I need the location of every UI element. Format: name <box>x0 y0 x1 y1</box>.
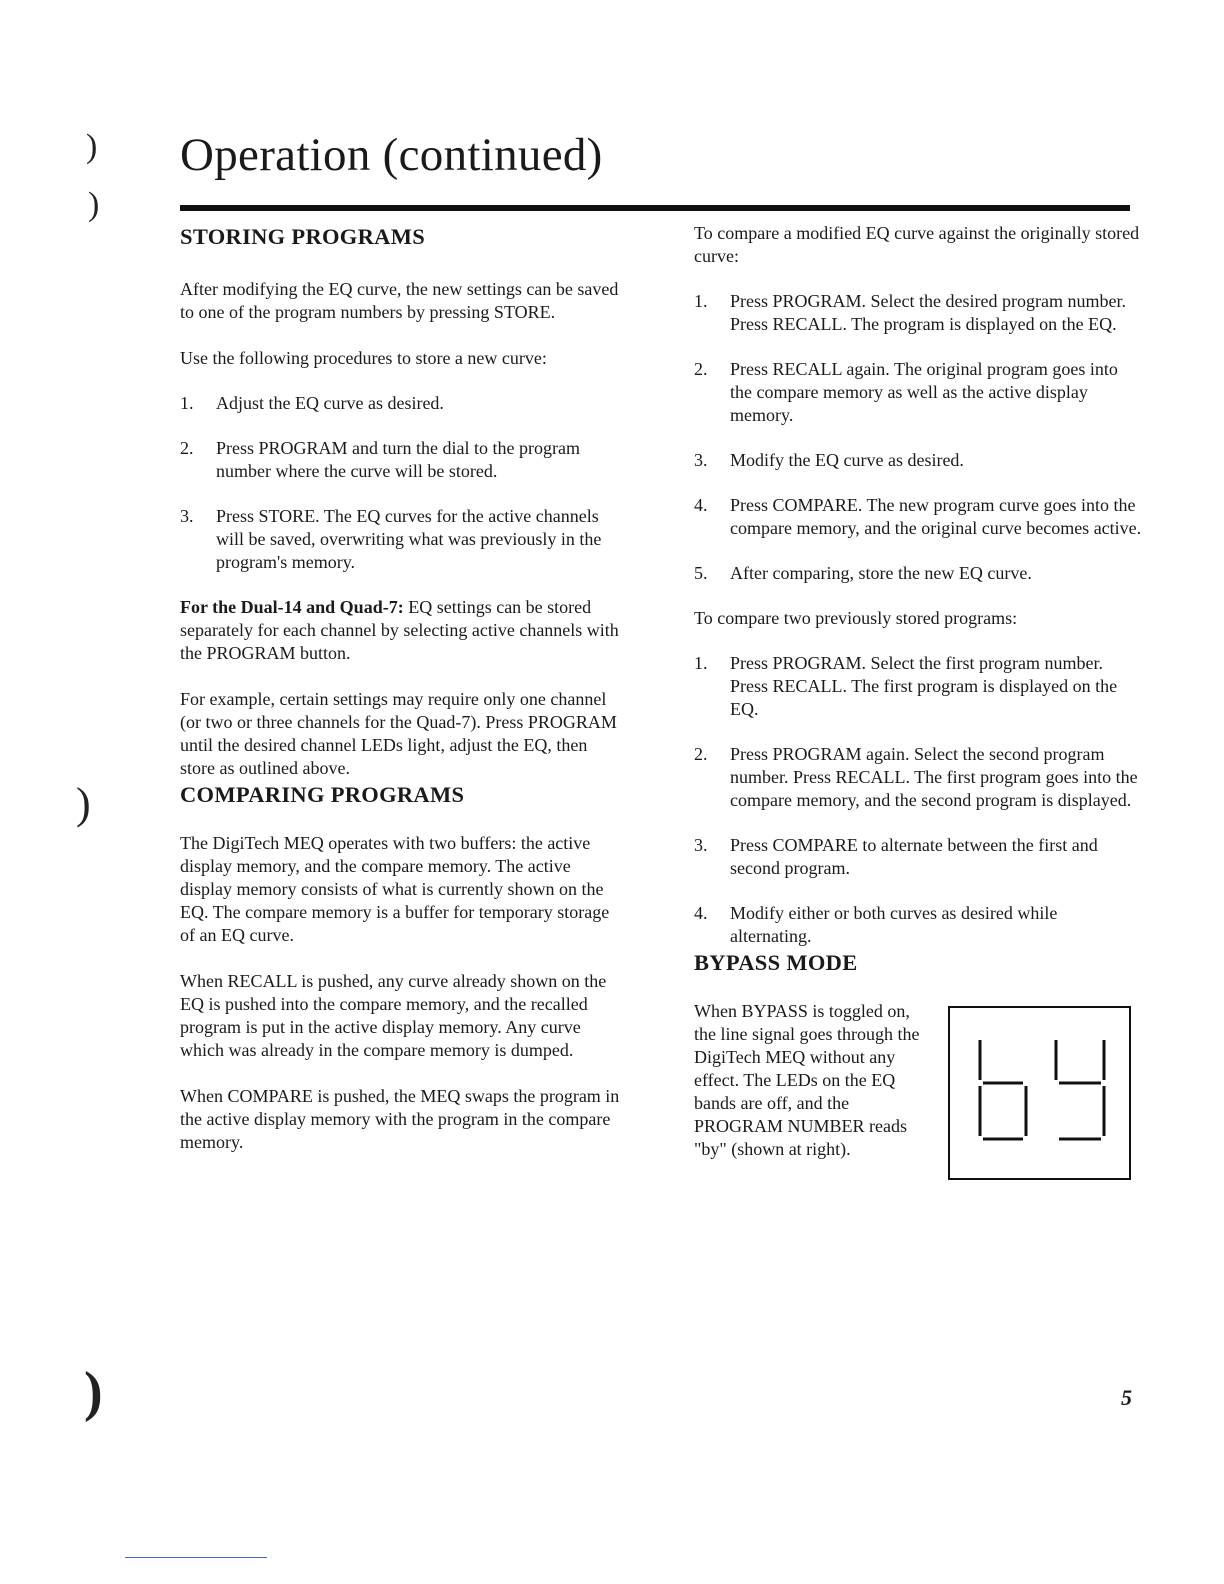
storing-step <box>180 392 625 415</box>
compare-stored-steps <box>694 652 1142 948</box>
margin-mark-middle: ) <box>76 779 91 828</box>
seven-segment-display-illustration <box>948 1006 1131 1180</box>
storing-intro: After modifying the EQ curve, the new settings can be saved to one of the program numbers by pressing STORE. <box>180 279 619 322</box>
step-number: 3. <box>180 506 194 526</box>
by-segment-graphic <box>950 1008 1129 1178</box>
dual-quad-lead: For the Dual-14 and Quad-7: <box>180 597 404 617</box>
step-text: Press PROGRAM and turn the dial to the program number where the curve will be stored. <box>216 438 580 481</box>
comparing-para-2: When RECALL is pushed, any curve already shown on the EQ is pushed into the compare memory, and the recalled program is put in the active display memory. Any curve which was already in the compare memory is dumped. <box>180 971 607 1060</box>
storing-steps-list <box>180 392 625 574</box>
page-title: Operation (continued) <box>180 129 603 181</box>
margin-mark-second: ) <box>88 186 100 223</box>
margin-mark-top: ) <box>86 128 98 165</box>
comparing-programs-heading: COMPARING PROGRAMS <box>180 782 465 807</box>
right-column <box>694 222 1142 1161</box>
page-number: 5 <box>1121 1385 1132 1410</box>
storing-programs-heading: STORING PROGRAMS <box>180 224 426 249</box>
step-text: Modify either or both curves as desired while alternating. <box>730 903 1058 946</box>
step-number: 1. <box>180 393 194 413</box>
step-number: 3. <box>694 835 708 855</box>
step-number: 2. <box>180 438 194 458</box>
compare-modified-step <box>694 494 1142 540</box>
step-text: Press COMPARE to alternate between the first and second program. <box>730 835 1098 878</box>
step-text: Press PROGRAM. Select the first program number. Press RECALL. The first program is displayed on the EQ. <box>730 653 1118 719</box>
step-number: 4. <box>694 903 708 923</box>
compare-modified-step <box>694 290 1142 336</box>
compare-modified-intro: To compare a modified EQ curve against the originally stored curve: <box>694 223 1140 266</box>
compare-stored-intro: To compare two previously stored programs: <box>694 608 1018 628</box>
title-rule <box>180 205 1130 211</box>
compare-stored-step <box>694 652 1142 721</box>
step-text: Press STORE. The EQ curves for the active channels will be saved, overwriting what was previously in the program's memory. <box>216 506 602 572</box>
step-text: Press RECALL again. The original program goes into the compare memory as well as the active display memory. <box>730 359 1118 425</box>
dual-quad-text: EQ settings can be stored separately for each channel by selecting active channels with the PROGRAM button. <box>180 597 619 663</box>
step-number: 2. <box>694 744 708 764</box>
comparing-para-3: When COMPARE is pushed, the MEQ swaps the program in the active display memory with the program in the compare memory. <box>180 1086 620 1152</box>
storing-step <box>180 437 625 483</box>
compare-stored-step <box>694 902 1142 948</box>
comparing-para-1: The DigiTech MEQ operates with two buffers: the active display memory, and the compare memory. The active display memory consists of what is currently shown on the EQ. The compare memory is a buffer for temporary storage of an EQ curve. <box>180 833 610 945</box>
compare-stored-step <box>694 834 1142 880</box>
step-number: 5. <box>694 563 708 583</box>
step-number: 2. <box>694 359 708 379</box>
left-column <box>180 222 625 1154</box>
footer-line <box>125 1557 267 1558</box>
storing-example: For example, certain settings may require only one channel (or two or three channels for the Quad-7). Press PROGRAM until the desired channel LEDs light, adjust the EQ, then store as outlined above. <box>180 689 617 778</box>
compare-modified-step <box>694 358 1142 427</box>
bypass-section <box>694 1000 1142 1161</box>
compare-modified-step <box>694 562 1142 585</box>
bypass-mode-heading: BYPASS MODE <box>694 950 858 975</box>
step-text: Press PROGRAM again. Select the second program number. Press RECALL. The first program goes into the compare memory, and the second program is displayed. <box>730 744 1138 810</box>
step-number: 3. <box>694 450 708 470</box>
bypass-text: When BYPASS is toggled on, the line signal goes through the DigiTech MEQ without any effect. The LEDs on the EQ bands are off, and the PROGRAM NUMBER reads "by" (shown at right). <box>694 1001 920 1159</box>
compare-stored-step <box>694 743 1142 812</box>
step-number: 1. <box>694 291 708 311</box>
step-text: Adjust the EQ curve as desired. <box>216 393 444 413</box>
storing-use-following: Use the following procedures to store a new curve: <box>180 348 547 368</box>
step-number: 4. <box>694 495 708 515</box>
step-text: Modify the EQ curve as desired. <box>730 450 964 470</box>
compare-modified-step <box>694 449 1142 472</box>
margin-mark-bottom: ) <box>84 1361 103 1423</box>
dual-quad-note <box>180 596 625 665</box>
step-text: Press PROGRAM. Select the desired program number. Press RECALL. The program is displayed on the EQ. <box>730 291 1126 334</box>
storing-step <box>180 505 625 574</box>
step-number: 1. <box>694 653 708 673</box>
step-text: Press COMPARE. The new program curve goes into the compare memory, and the original curve becomes active. <box>730 495 1142 538</box>
compare-modified-steps <box>694 290 1142 585</box>
step-text: After comparing, store the new EQ curve. <box>730 563 1032 583</box>
